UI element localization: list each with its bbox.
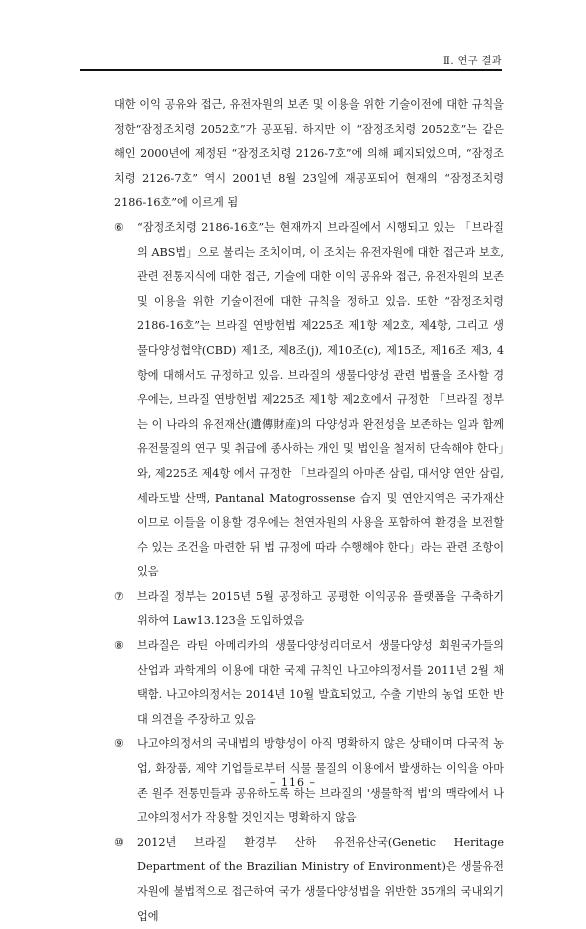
list-item-number: ⑦: [114, 589, 125, 603]
list-item: [114, 216, 504, 585]
intro-paragraph: 대한 이익 공유와 접근, 유전자원의 보존 및 이용을 위한 기술이전에 대한 규칙을 정한“잠정조치령 2052호”가 공포됨. 하지만 이 “잠정조치령 2052호”는 같은 해인 2000년에 제정된 “잠정조치령 2126-7호”에 의해 폐지되었으며, “잠정조치령 2126-7호” 역시 2001년 8월 23일에 재공포되어 현재의 “잠정조치령 2186-16호”에 이르게 됨: [114, 98, 504, 210]
list-item-text: 2012년 브라질 환경부 산하 유전유산국(Genetic Heritage Department of the Brazilian Ministry of Environment)은 생물유전자원에 불법적으로 접근하여 국가 생물다양성법을 위반한 35개의 국내외기업에: [137, 835, 504, 923]
page-number: – 116 –: [270, 776, 316, 789]
list-item-number: ⑩: [114, 835, 125, 849]
list-item: [114, 831, 504, 929]
list-item-text: 브라질은 라틴 아메리카의 생물다양성리더로서 생물다양성 회원국가들의 산업과 과학계의 이용에 대한 국제 규칙인 나고야의정서를 2011년 2월 채택함. 나고야의정서는 2014년 10월 발효되었고, 수출 기반의 농업 또한 반대 의견을 주장하고 있음: [137, 639, 504, 726]
running-header: Ⅱ. 연구 결과: [443, 56, 502, 67]
list-item-number: ⑧: [114, 639, 125, 653]
list-item-text: 나고야의정서의 국내법의 방향성이 아직 명확하지 않은 상태이며 다국적 농업, 화장품, 제약 기업들로부터 식물 물질의 이용에서 발생하는 이익을 아마존 원주 전통민들과 공유하도록 하는 브라질의 '생물학적 법'의 맥락에서 나고야의정서가 작용할 것인지는 명확하지 않음: [137, 737, 504, 825]
list-item: [114, 585, 504, 634]
list-item-text: “잠정조치령 2186-16호”는 현재까지 브라질에서 시행되고 있는 「브라질의 ABS법」으로 불리는 조치이며, 이 조치는 유전자원에 대한 접근과 보호, 관련 전통지식에 대한 접근, 기술에 대한 이익 공유와 접근, 유전자원의 보존 및 이용을 위한 기술이전에 대한 규칙을 정하고 있음. 또한 “잠정조치령 2186-16호”는 브라질 연방헌법 제225조 제1항 제2호, 제4항, 그리고 생물다양성협약(CBD) 제1조, 제8조(j), 제10조(c), 제15조, 제16조 제3, 4항에 대해서도 규정하고 있음. 브라질의 생물다양성 관련 법률을 조사할 경우에는, 브라질 연방헌법 제225조 제1항 제2호에서 규정한 「브라질 정부는 이 나라의 유전재산(遺傳財産)의 다양성과 완전성을 보존하는 일과 함께 유전물질의 연구 및 취급에 종사하는 개인 및 법인을 철저히 단속해야 한다」와, 제225조 제4항 에서 규정한 「브라질의 아마존 삼림, 대서양 연안 삼림, 세라도발 산맥, Pantanal Matogrossense 습지 및 연안지역은 국가재산이므로 이들을 이용할 경우에는 천연자원의 사용을 포함하여 환경을 보전할 수 있는 조건을 마련한 뒤 법 규정에 따라 수행해야 한다」라는 관련 조항이 있음: [137, 220, 504, 579]
list-item: [114, 634, 504, 732]
list-item-number: ⑨: [114, 737, 125, 751]
list-item-number: ⑥: [114, 220, 125, 234]
body-content: [114, 93, 504, 929]
list-item-text: 브라질 정부는 2015년 5월 공정하고 공평한 이익공유 플랫폼을 구축하기 위하여 Law13.123을 도입하였음: [137, 589, 504, 628]
header-rule: [80, 69, 502, 71]
numbered-list: [114, 216, 504, 929]
